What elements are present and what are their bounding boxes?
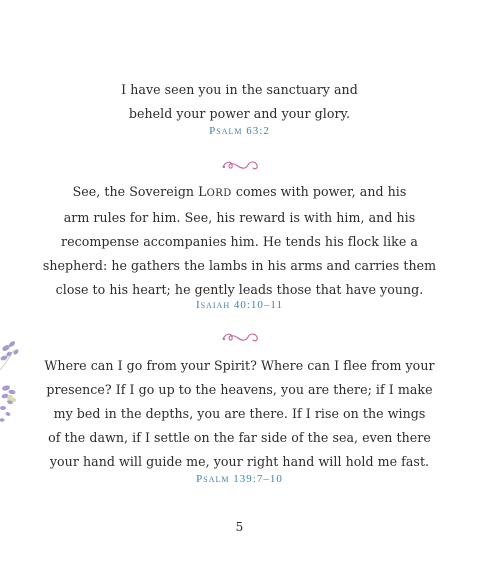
passage-line: of the dawn, if I settle on the far side of the sea, even there xyxy=(48,430,431,445)
passage-line: Where can I go from your Spirit? Where can I flee from your xyxy=(44,358,435,373)
scripture-reference: Isaiah 40:10–11 xyxy=(195,299,283,311)
passage-line: close to his heart; he gently leads those that have young. xyxy=(55,282,424,297)
passage-line: See, the Sovereign LORD comes with power, and his xyxy=(72,184,407,199)
scripture-reference: Psalm 139:7–10 xyxy=(196,473,283,485)
passage-psalm-63 xyxy=(28,78,451,126)
passage-line: presence? If I go up to the heavens, you are there; if I make xyxy=(46,382,433,397)
passage-line: shepherd: he gathers the lambs in his arms and carries them xyxy=(42,258,437,273)
lavender-sprig-icon xyxy=(0,330,40,440)
passage-isaiah-40 xyxy=(28,180,451,302)
passage-psalm-139 xyxy=(28,354,451,474)
flourish-divider-icon xyxy=(221,158,259,172)
page-number: 5 xyxy=(235,520,244,534)
scripture-reference: Psalm 63:2 xyxy=(209,125,270,137)
flourish-divider-icon xyxy=(221,330,259,344)
passage-line: recompense accompanies him. He tends his flock like a xyxy=(61,234,418,249)
passage-line: my bed in the depths, you are there. If I rise on the wings xyxy=(53,406,426,421)
passage-line: I have seen you in the sanctuary and xyxy=(121,82,358,97)
passage-line: beheld your power and your glory. xyxy=(128,106,351,121)
passage-line: your hand will guide me, your right hand will hold me fast. xyxy=(49,454,430,469)
passage-line: arm rules for him. See, his reward is with him, and his xyxy=(63,210,416,225)
